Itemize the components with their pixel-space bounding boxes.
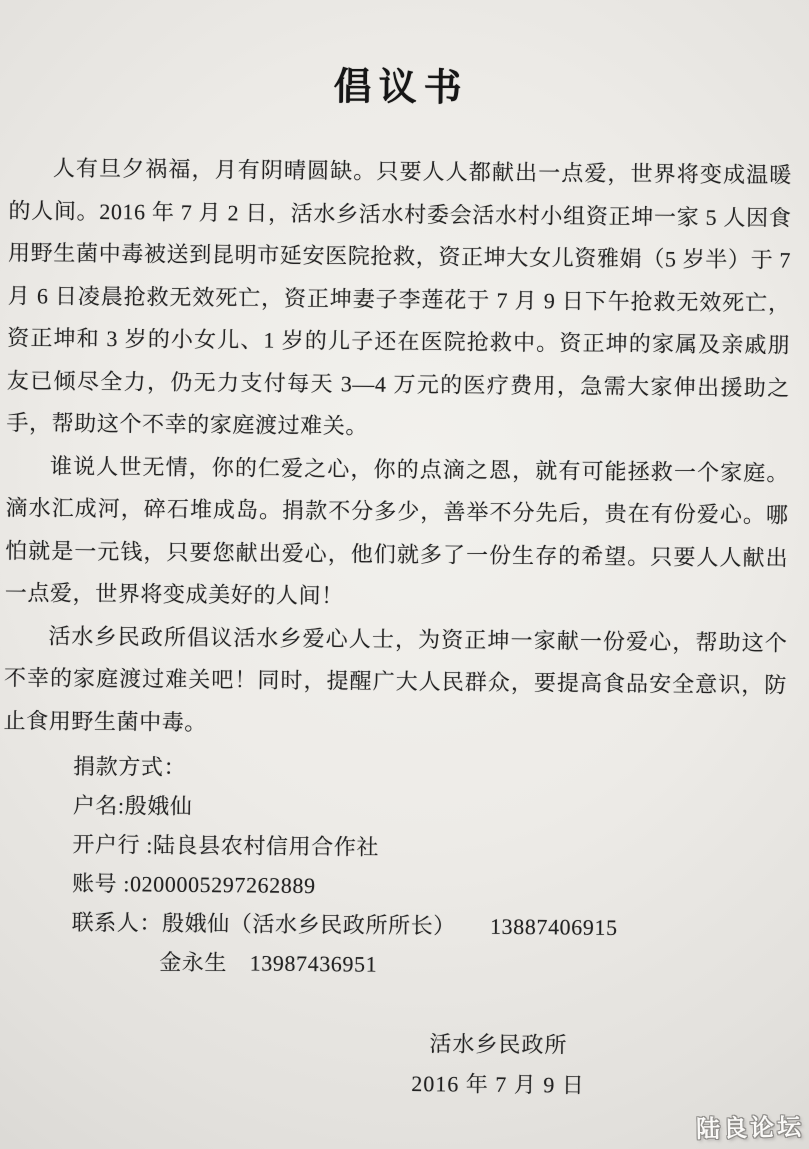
paragraph-incident: 人有旦夕祸福，月有阴晴圆缺。只要人人都献出一点爱，世界将变成温暖的人间。2016 年 7 月 2 日，活水乡活水村委会活水村小组资正坤一家 5 人因食用野生菌中毒被送到昆明市延安医院抢救，资正坤大女儿资雅娟（5 岁半）于 7 月 6 日凌晨抢救无效死亡，资正坤妻子李莲花于 7 月 9 日下午抢救无效死亡，资正坤和 3 岁的小女儿、1 岁的儿子还在医院抢救中。资正坤的家属及亲戚朋友已倾尽全力，仍无力支付每天 3—4 万元的医疗费用，急需大家伸出援助之手，帮助这个不幸的家庭渡过难关。 xyxy=(6,155,792,439)
donation-account-name: 户名:殷娥仙 xyxy=(72,792,193,819)
document-title: 倡议书 xyxy=(333,66,469,110)
document-body xyxy=(0,52,809,1108)
paragraph-call-to-action: 活水乡民政所倡议活水乡爱心人士，为资正坤一家献一份爱心，帮助这个不幸的家庭渡过难关吧！同时，提醒广大人民群众，要提高食品安全意识，防止食用野生菌中毒。 xyxy=(3,622,788,735)
donation-info-block xyxy=(71,747,786,988)
forum-watermark: 陆良论坛 xyxy=(695,1114,805,1144)
signature-block xyxy=(378,1024,619,1106)
donation-bank: 开户行 :陆良县农村信用合作社 xyxy=(72,831,380,860)
donation-contact-secondary: 金永生 13987436951 xyxy=(159,949,378,977)
donation-account-number: 账号 :0200005297262889 xyxy=(71,870,316,899)
donation-method-heading: 捐款方式： xyxy=(73,753,187,780)
donation-contact-primary: 联系人：殷娥仙（活水乡民政所所长） 13887406915 xyxy=(71,909,618,940)
signature-date: 2016 年 7 月 9 日 xyxy=(411,1070,585,1098)
signature-organization: 活水乡民政所 xyxy=(429,1031,568,1058)
paragraph-appeal: 谁说人世无情，你的仁爱之心，你的点滴之恩，就有可能拯救一个家庭。滴水汇成河，碎石堆成岛。捐款不分多少，善举不分先后，贵在有份爱心。哪怕就是一元钱，只要您献出爱心，他们就多了一份生存的希望。只要人人献出一点爱，世界将变成美好的人间！ xyxy=(4,452,790,609)
